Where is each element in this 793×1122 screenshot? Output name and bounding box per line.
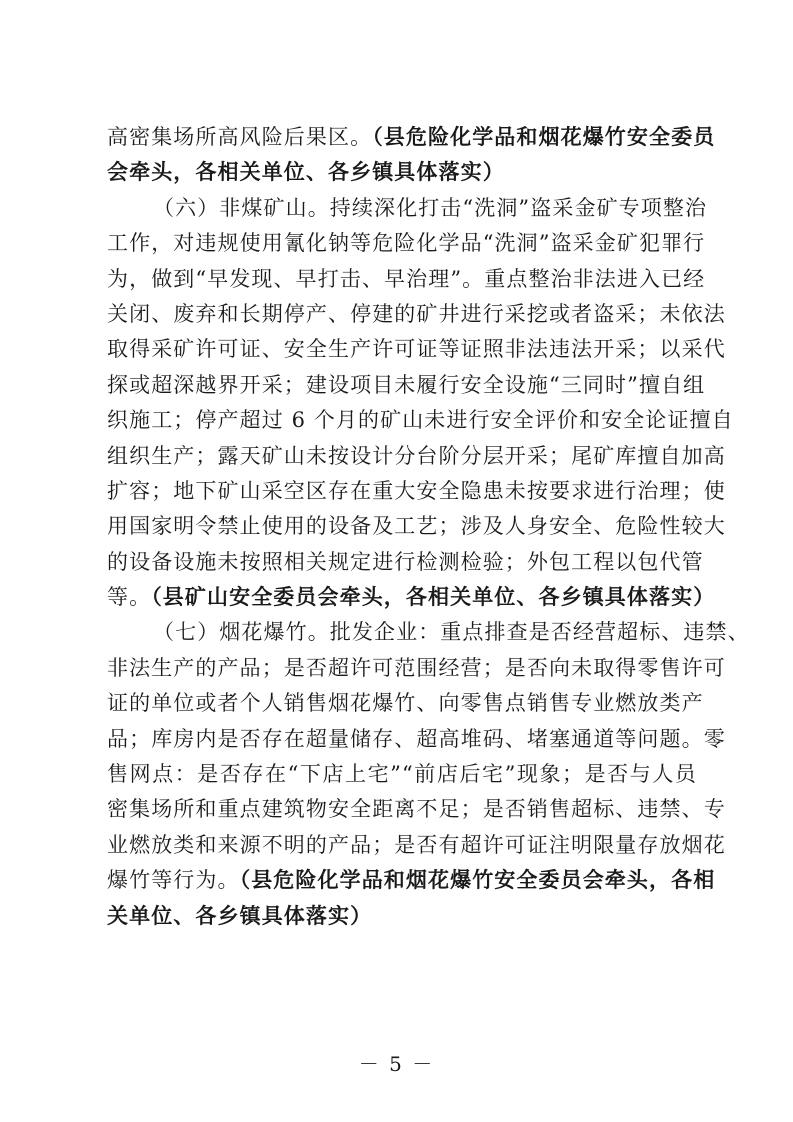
text-line: 爆竹等行为。（县危险化学品和烟花爆竹安全委员会牵头，各相 bbox=[107, 868, 716, 893]
text-line: 会牵头，各相关单位、各乡镇具体落实） bbox=[107, 160, 505, 185]
text-line: 售网点：是否存在“下店上宅”“前店后宅”现象；是否与人员 bbox=[107, 762, 697, 787]
text-line: 取得采矿许可证、安全生产许可证等证照非法违法开采；以采代 bbox=[107, 337, 726, 362]
text-line: 织施工；停产超过 6 个月的矿山未进行安全评价和安全论证擅自 bbox=[107, 408, 734, 433]
text-line: 证的单位或者个人销售烟花爆竹、向零售点销售专业燃放类产 bbox=[107, 691, 704, 716]
text-line: 用国家明令禁止使用的设备及工艺；涉及人身安全、危险性较大 bbox=[107, 514, 726, 539]
paragraph-heading-line: （六）非煤矿山。持续深化打击“洗洞”盗采金矿专项整治 bbox=[153, 195, 708, 220]
text-line: 关闭、废弃和长期停产、停建的矿井进行采挖或者盗采；未依法 bbox=[107, 301, 726, 326]
paragraph-heading-line: （七）烟花爆竹。批发企业：重点排查是否经营超标、违禁、 bbox=[153, 620, 750, 645]
text-line: 关单位、各乡镇具体落实） bbox=[107, 903, 373, 928]
text-line: 高密集场所高风险后果区。（县危险化学品和烟花爆竹安全委员 bbox=[107, 125, 716, 149]
text-line: 工作，对违规使用氰化钠等危险化学品“洗洞”盗采金矿犯罪行 bbox=[107, 231, 706, 256]
text-line: 的设备设施未按照相关规定进行检测检验；外包工程以包代管 bbox=[107, 549, 704, 574]
text-line: 非法生产的产品；是否超许可范围经营；是否向未取得零售许可 bbox=[107, 655, 726, 680]
text-line: 探或超深越界开采；建设项目未履行安全设施“三同时”擅自组 bbox=[107, 372, 706, 397]
text-line: 业燃放类和来源不明的产品；是否有超许可证注明限量存放烟花 bbox=[107, 832, 726, 857]
text-line: 为，做到“早发现、早打击、早治理”。重点整治非法进入已经 bbox=[107, 266, 706, 291]
text-line: 等。（县矿山安全委员会牵头，各相关单位、各乡镇具体落实） bbox=[107, 585, 716, 610]
page-number: － 5 － bbox=[358, 1052, 435, 1076]
document-body bbox=[107, 120, 750, 934]
text-line: 组织生产；露天矿山未按设计分台阶分层开采；尾矿库擅自加高 bbox=[107, 443, 726, 468]
text-line: 扩容；地下矿山采空区存在重大安全隐患未按要求进行治理；使 bbox=[107, 478, 726, 503]
text-line: 品；库房内是否存在超量储存、超高堆码、堵塞通道等问题。零 bbox=[107, 726, 726, 751]
text-line: 密集场所和重点建筑物安全距离不足；是否销售超标、违禁、专 bbox=[107, 797, 726, 822]
